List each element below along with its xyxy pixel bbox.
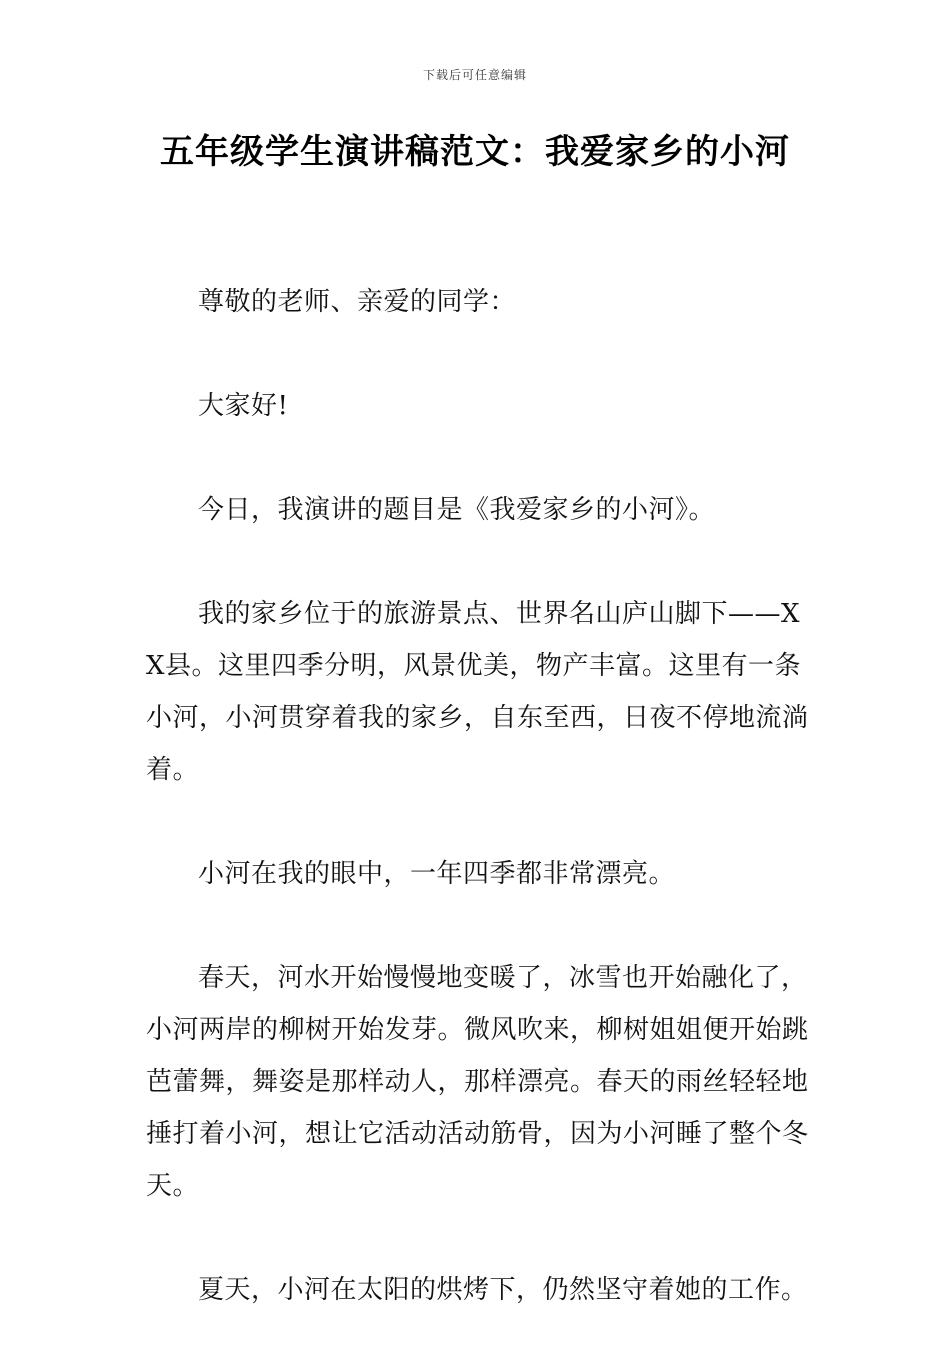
header-note: 下载后可任意编辑: [422, 68, 527, 82]
paragraph-topic: 今日，我演讲的题目是《我爱家乡的小河》。: [198, 495, 716, 525]
paragraph-greeting: 大家好!: [198, 391, 289, 421]
paragraph-hometown: 我的家乡位于的旅游景点、世界名山庐山脚下——XX县。这里四季分明，风景优美，物产丰富。这里有一条小河，小河贯穿着我的家乡，自东至西，日夜不停地流淌着。: [146, 599, 809, 785]
paragraph-spring: 春天，河水开始慢慢地变暖了，冰雪也开始融化了，小河两岸的柳树开始发芽。微风吹来，柳树姐姐便开始跳芭蕾舞，舞姿是那样动人，那样漂亮。春天的雨丝轻轻地捶打着小河，想让它活动活动筋骨，因为小河睡了整个冬天。: [146, 963, 809, 1201]
paragraph-salutation: 尊敬的老师、亲爱的同学：: [198, 287, 517, 317]
document-body: [146, 276, 811, 1368]
paragraph-seasons: 小河在我的眼中，一年四季都非常漂亮。: [198, 859, 676, 889]
paragraph-summer: 夏天，小河在太阳的烘烤下，仍然坚守着她的工作。: [198, 1275, 808, 1305]
document-title: 五年级学生演讲稿范文：我爱家乡的小河: [160, 132, 790, 172]
